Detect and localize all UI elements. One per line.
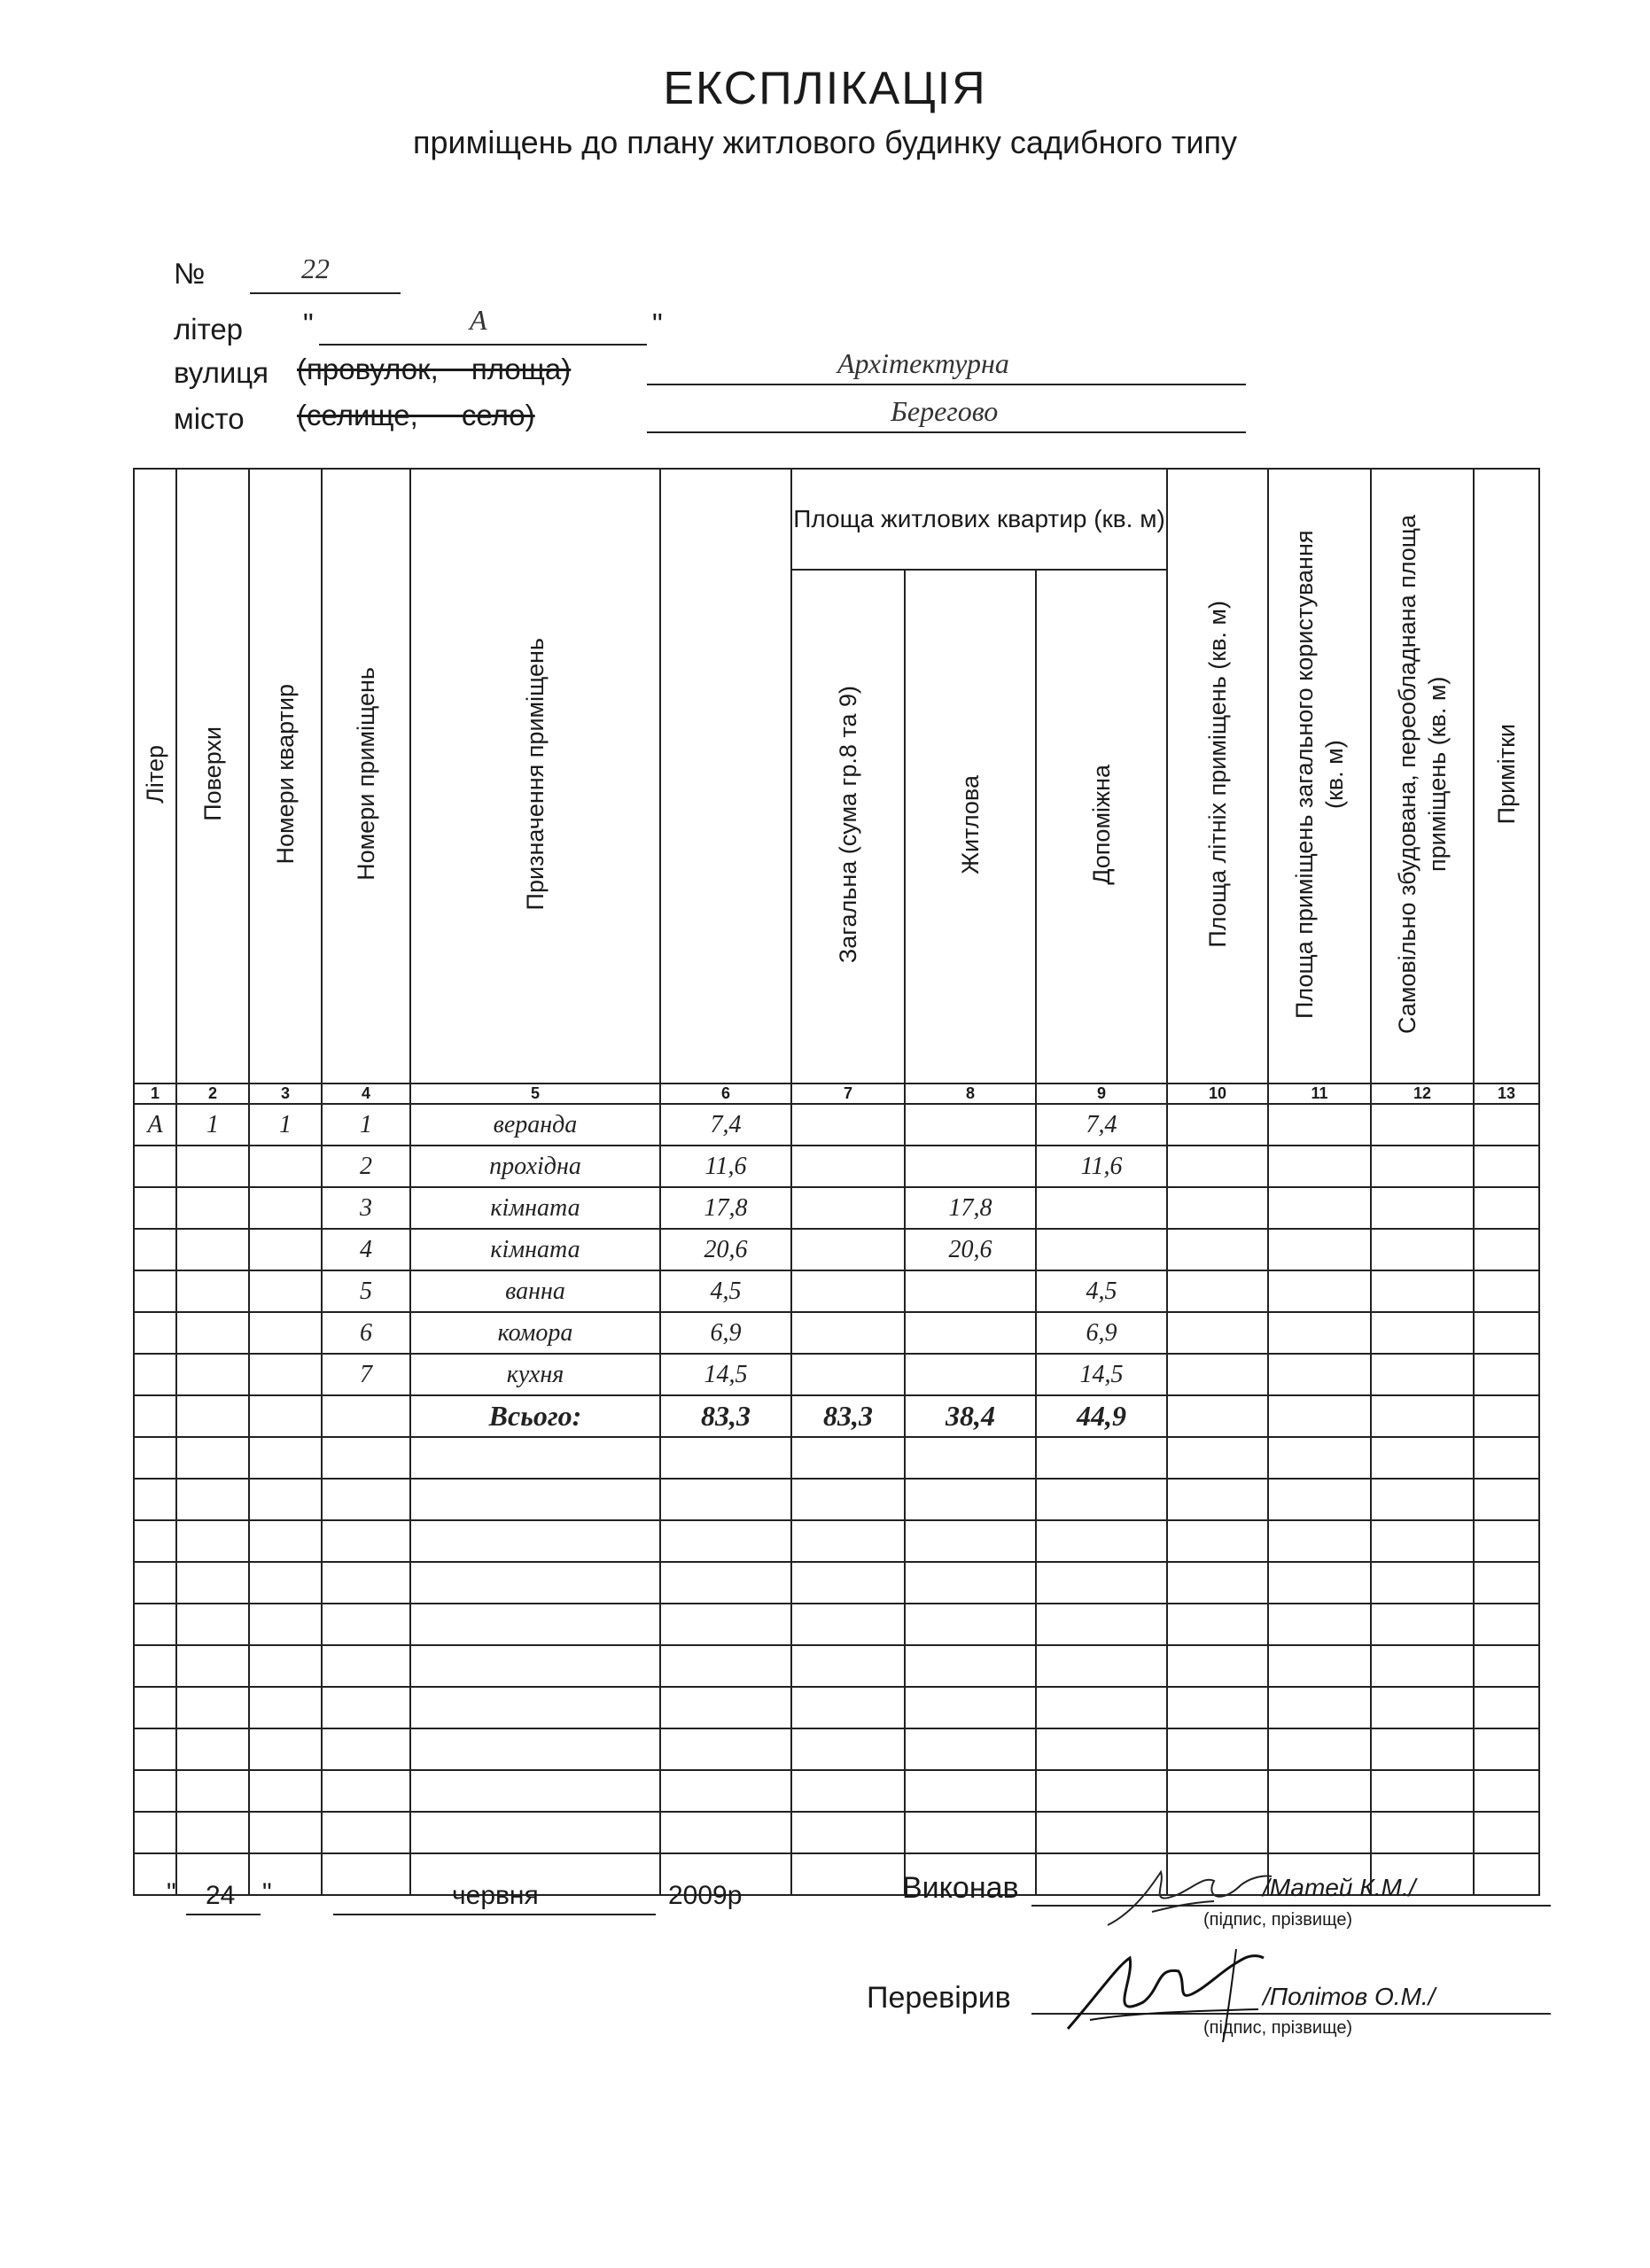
row-area: 7,4 bbox=[660, 1104, 791, 1146]
row-room-number: 1 bbox=[322, 1104, 410, 1146]
header-unauthorized-area: Самовільно збудована, переобладнана площа приміщень (кв. м) bbox=[1371, 469, 1474, 1084]
checked-name: /Політов О.М./ bbox=[1263, 1983, 1436, 2010]
row-living: 17,8 bbox=[905, 1187, 1036, 1229]
row-purpose: кімната bbox=[410, 1229, 660, 1270]
row-area: 6,9 bbox=[660, 1312, 791, 1354]
row-empty-cell bbox=[1474, 1229, 1539, 1270]
empty-row bbox=[134, 1604, 1539, 1645]
city-struck-text: (селище, село) bbox=[297, 399, 535, 431]
row-liter bbox=[134, 1187, 176, 1229]
empty-row bbox=[134, 1479, 1539, 1520]
row-empty-cell bbox=[1371, 1270, 1474, 1312]
total-area: 83,3 bbox=[660, 1395, 791, 1437]
row-apartment: 1 bbox=[249, 1104, 322, 1146]
row-floor: 1 bbox=[176, 1104, 249, 1146]
row-auxiliary: 6,9 bbox=[1036, 1312, 1167, 1354]
checked-caption: (підпис, прізвище) bbox=[1203, 2018, 1353, 2038]
row-auxiliary bbox=[1036, 1187, 1167, 1229]
checked-label: Перевірив bbox=[867, 1981, 1011, 2015]
header-summer-area: Площа літніх приміщень (кв. м) bbox=[1167, 469, 1268, 1084]
header-auxiliary: Допоміжна bbox=[1036, 570, 1167, 1084]
row-auxiliary: 4,5 bbox=[1036, 1270, 1167, 1312]
column-numbers-row: 1 2 3 4 5 6 7 8 9 10 11 12 13 bbox=[134, 1084, 1539, 1104]
row-total bbox=[791, 1187, 905, 1229]
row-liter bbox=[134, 1312, 176, 1354]
total-row bbox=[134, 1395, 1539, 1437]
table-row bbox=[134, 1229, 1539, 1270]
row-area: 11,6 bbox=[660, 1146, 791, 1187]
row-living: 20,6 bbox=[905, 1229, 1036, 1270]
row-total bbox=[791, 1104, 905, 1146]
row-liter bbox=[134, 1146, 176, 1187]
row-area: 17,8 bbox=[660, 1187, 791, 1229]
date-year: 2009р bbox=[668, 1881, 743, 1910]
liter-value: А bbox=[470, 304, 487, 336]
row-floor bbox=[176, 1312, 249, 1354]
row-auxiliary: 14,5 bbox=[1036, 1354, 1167, 1395]
header-apartments: Номери квартир bbox=[249, 469, 322, 1084]
empty-row bbox=[134, 1520, 1539, 1562]
executed-name: /Матей К.М./ bbox=[1263, 1874, 1416, 1901]
row-empty-cell bbox=[1474, 1354, 1539, 1395]
date-open-quote: " bbox=[167, 1878, 176, 1907]
row-total bbox=[791, 1270, 905, 1312]
header-group-apartment-area: Площа житлових квартир (кв. м) bbox=[791, 469, 1167, 570]
date-month: червня bbox=[452, 1881, 539, 1910]
row-empty-cell bbox=[1167, 1270, 1268, 1312]
street-value: Архітектурна bbox=[837, 347, 1009, 379]
row-empty-cell bbox=[1268, 1104, 1371, 1146]
row-auxiliary: 7,4 bbox=[1036, 1104, 1167, 1146]
row-empty-cell bbox=[1474, 1187, 1539, 1229]
row-apartment bbox=[249, 1312, 322, 1354]
checker-signature bbox=[1055, 1931, 1267, 2047]
row-living bbox=[905, 1146, 1036, 1187]
row-empty-cell bbox=[1268, 1146, 1371, 1187]
row-empty-cell bbox=[1167, 1187, 1268, 1229]
number-value: 22 bbox=[301, 252, 330, 284]
row-purpose: комора bbox=[410, 1312, 660, 1354]
row-apartment bbox=[249, 1229, 322, 1270]
row-floor bbox=[176, 1146, 249, 1187]
row-living bbox=[905, 1270, 1036, 1312]
table-row bbox=[134, 1312, 1539, 1354]
row-floor bbox=[176, 1270, 249, 1312]
row-empty-cell bbox=[1371, 1312, 1474, 1354]
empty-row bbox=[134, 1770, 1539, 1812]
row-liter bbox=[134, 1229, 176, 1270]
row-purpose: ванна bbox=[410, 1270, 660, 1312]
row-empty-cell bbox=[1371, 1229, 1474, 1270]
row-empty-cell bbox=[1371, 1146, 1474, 1187]
row-empty-cell bbox=[1268, 1312, 1371, 1354]
row-empty-cell bbox=[1167, 1146, 1268, 1187]
total-label: Всього: bbox=[410, 1395, 660, 1437]
document-title: ЕКСПЛІКАЦІЯ bbox=[663, 63, 987, 114]
row-auxiliary bbox=[1036, 1229, 1167, 1270]
row-apartment bbox=[249, 1354, 322, 1395]
empty-row bbox=[134, 1812, 1539, 1853]
row-floor bbox=[176, 1229, 249, 1270]
row-purpose: кімната bbox=[410, 1187, 660, 1229]
row-total bbox=[791, 1229, 905, 1270]
row-empty-cell bbox=[1474, 1104, 1539, 1146]
empty-row bbox=[134, 1687, 1539, 1728]
row-purpose: веранда bbox=[410, 1104, 660, 1146]
row-area: 4,5 bbox=[660, 1270, 791, 1312]
row-empty-cell bbox=[1371, 1187, 1474, 1229]
liter-label: літер bbox=[174, 313, 244, 346]
row-purpose: кухня bbox=[410, 1354, 660, 1395]
table-row bbox=[134, 1146, 1539, 1187]
header-living: Житлова bbox=[905, 570, 1036, 1084]
total-sum: 83,3 bbox=[791, 1395, 905, 1437]
row-liter bbox=[134, 1270, 176, 1312]
row-empty-cell bbox=[1268, 1229, 1371, 1270]
row-liter: А bbox=[134, 1104, 176, 1146]
header-rooms: Номери приміщень bbox=[322, 469, 410, 1084]
total-auxiliary: 44,9 bbox=[1036, 1395, 1167, 1437]
header-area bbox=[660, 469, 791, 1084]
empty-row bbox=[134, 1437, 1539, 1479]
row-apartment bbox=[249, 1187, 322, 1229]
row-empty-cell bbox=[1167, 1229, 1268, 1270]
empty-row bbox=[134, 1728, 1539, 1770]
document-subtitle: приміщень до плану житлового будинку садибного типу bbox=[412, 124, 1237, 160]
row-area: 20,6 bbox=[660, 1229, 791, 1270]
row-living bbox=[905, 1312, 1036, 1354]
row-empty-cell bbox=[1167, 1354, 1268, 1395]
header-floors: Поверхи bbox=[176, 469, 249, 1084]
executed-caption: (підпис, прізвище) bbox=[1203, 1910, 1353, 1930]
liter-close-quote: " bbox=[652, 307, 663, 340]
empty-row bbox=[134, 1645, 1539, 1687]
total-living: 38,4 bbox=[905, 1395, 1036, 1437]
row-purpose: прохідна bbox=[410, 1146, 660, 1187]
row-room-number: 5 bbox=[322, 1270, 410, 1312]
table-row bbox=[134, 1354, 1539, 1395]
row-floor bbox=[176, 1187, 249, 1229]
row-area: 14,5 bbox=[660, 1354, 791, 1395]
row-room-number: 6 bbox=[322, 1312, 410, 1354]
explication-table bbox=[133, 468, 1540, 1896]
street-struck-text: (провулок, площа) bbox=[297, 353, 572, 385]
header-common-area: Площа приміщень загального користування (кв. м) bbox=[1268, 469, 1371, 1084]
row-floor bbox=[176, 1354, 249, 1395]
table-row bbox=[134, 1270, 1539, 1312]
row-empty-cell bbox=[1167, 1104, 1268, 1146]
row-total bbox=[791, 1354, 905, 1395]
header-liter: Літер bbox=[134, 469, 176, 1084]
city-label: місто bbox=[174, 402, 245, 435]
table-row bbox=[134, 1187, 1539, 1229]
row-empty-cell bbox=[1474, 1146, 1539, 1187]
header-notes: Примітки bbox=[1474, 469, 1539, 1084]
street-label: вулиця bbox=[174, 356, 269, 389]
row-empty-cell bbox=[1371, 1354, 1474, 1395]
row-living bbox=[905, 1104, 1036, 1146]
header-purpose: Призначення приміщень bbox=[410, 469, 660, 1084]
date-close-quote: " bbox=[262, 1878, 272, 1907]
row-auxiliary: 11,6 bbox=[1036, 1146, 1167, 1187]
row-empty-cell bbox=[1474, 1312, 1539, 1354]
row-empty-cell bbox=[1474, 1270, 1539, 1312]
row-room-number: 2 bbox=[322, 1146, 410, 1187]
row-apartment bbox=[249, 1146, 322, 1187]
date-day: 24 bbox=[206, 1881, 236, 1910]
row-empty-cell bbox=[1268, 1354, 1371, 1395]
row-total bbox=[791, 1312, 905, 1354]
row-empty-cell bbox=[1268, 1187, 1371, 1229]
row-total bbox=[791, 1146, 905, 1187]
header-total: Загальна (сума гр.8 та 9) bbox=[791, 570, 905, 1084]
row-room-number: 4 bbox=[322, 1229, 410, 1270]
executed-label: Виконав bbox=[902, 1871, 1019, 1905]
liter-open-quote: " bbox=[303, 307, 314, 340]
table-row bbox=[134, 1104, 1539, 1146]
empty-row bbox=[134, 1562, 1539, 1604]
number-label: № bbox=[174, 257, 206, 290]
row-room-number: 7 bbox=[322, 1354, 410, 1395]
row-empty-cell bbox=[1268, 1270, 1371, 1312]
row-living bbox=[905, 1354, 1036, 1395]
row-empty-cell bbox=[1167, 1312, 1268, 1354]
row-liter bbox=[134, 1354, 176, 1395]
row-apartment bbox=[249, 1270, 322, 1312]
executor-signature bbox=[1099, 1859, 1276, 1938]
city-value: Берегово bbox=[891, 395, 999, 427]
row-empty-cell bbox=[1371, 1104, 1474, 1146]
row-room-number: 3 bbox=[322, 1187, 410, 1229]
